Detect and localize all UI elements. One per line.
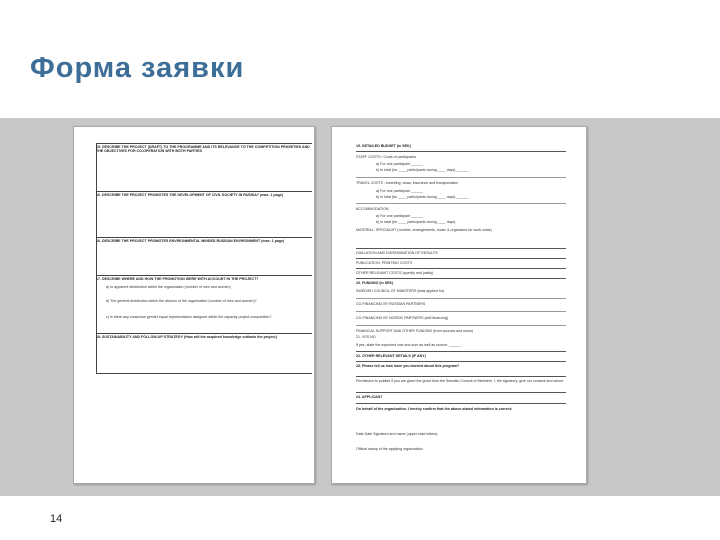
form-section-17: [96, 275, 312, 281]
section-heading: 18. SUSTAINABILITY AND FOLLOW-UP STRATEGY (How will the acquired knowledge outlasts the project): [96, 335, 277, 339]
slide-page-number: 14: [50, 513, 63, 525]
form-line: [356, 248, 566, 249]
form-row: 22. OTHER RELEVANT DETAILS (IF ANY): [356, 354, 426, 358]
form-row: OTHER RELEVANT COSTS (specify and justify): [356, 271, 434, 275]
form-row: b) In total (for ____ participants during ____ days) ______: [376, 168, 469, 172]
form-row: Date Date Signature and name (upper case letters): [356, 432, 438, 436]
form-line: [356, 268, 566, 269]
form-line: [356, 177, 566, 178]
form-row: ACCOMMODATION: [356, 207, 389, 211]
section-heading: 16. DESCRIBE THE PROJECT PROMOTES THE DEVELOPMENT OF CIVIL SOCIETY IN RUSSIA? (max. 1 page): [96, 193, 283, 197]
form-row: MATERIAL, SPECIALIST (number, arrangements, music & organisers for work costs): [356, 228, 492, 232]
form-line: [356, 311, 566, 312]
form-row: 20. FUNDING (in SEK): [356, 281, 394, 285]
form-row: TRAVEL COSTS - travelling, visas, insurance and transportation: [356, 181, 459, 185]
form-page-left: [73, 126, 315, 484]
form-section-end-line: [96, 373, 312, 374]
form-row: CO-FINANCING BY NORDIC PARTNERS (self-financing): [356, 316, 449, 320]
form-line: [356, 325, 566, 326]
form-line: [356, 376, 566, 377]
form-row: 24. APPLICANT: [356, 395, 383, 399]
section-heading: 15. DESCRIBE THE PROJECT (DRAFT) TO THE PROGRAMME AND ITS RELEVANCE TO THE COMPETITION PRIORITIES AND THE OBJECTIVES FOR CO-OPERATION WITH BOTH PARTIES: [96, 145, 310, 154]
form-row: 23. Please tell us how have you learned about this program?: [356, 364, 460, 368]
slide-title: Форма заявки: [30, 52, 245, 84]
form-row: DIALLATION AND DISSEMINATION OF RESULTS: [356, 251, 438, 255]
form-row: a) For one participant ______: [376, 162, 424, 166]
form-row: b) In total (for ____ participants during ____ days): [376, 220, 456, 224]
form-row: 21. YES NO: [356, 335, 376, 339]
form-row: a) For one participant ______: [376, 214, 424, 218]
form-option-a: a) to apparent distribution within the organisation (number of men and women): [106, 285, 231, 289]
form-line: [356, 392, 566, 393]
form-line: [356, 298, 566, 299]
form-page-right: [331, 126, 587, 484]
section-heading: 16. DESCRIBE THE PROJECT PROMOTES ENVIRONMENTAL MINDED RUSSIAN ENVIRONMENT (max. 1 page): [96, 239, 285, 243]
form-row: On behalf of the organisation, I hereby confirm that the above-stated information is correct:: [356, 407, 513, 411]
section-heading: 17. DESCRIBE WHERE AND HOW THE PROMOTION WERE WITH ACCOUNT IN THE PROJECT?: [96, 277, 259, 281]
form-line: [356, 203, 566, 204]
form-section-15: [96, 143, 312, 154]
form-line: [356, 351, 566, 352]
form-row: CO-FINANCING BY RUSSIAN PARTNERS: [356, 302, 426, 306]
form-row: FINANCIAL SUPPORT AND OTHER FUNDING (from sources and sums): [356, 329, 473, 333]
form-row: Official stamp of the applying organisation: [356, 447, 423, 451]
form-row: If yes, state the expected cost and sum as well as source: ______: [356, 343, 461, 347]
form-line: [356, 403, 566, 404]
form-option-b: b) The general distribution within the division of the organisation (number of men and women)?: [106, 299, 257, 303]
form-row: a) For one participant ______: [376, 189, 424, 193]
form-line: [356, 258, 566, 259]
form-row: Permission to publish if you are given the grant from the Swedish Council of Ministers. I, the signatory, give our consent and whom:: [356, 379, 565, 383]
form-section-18: [96, 333, 312, 339]
form-line: [356, 361, 566, 362]
form-row: PUBLICATION, PRINTING COSTS: [356, 261, 413, 265]
form-row: b) In total (for ____ participants during ____ days) ______: [376, 195, 469, 199]
form-section-16b: [96, 237, 312, 243]
form-row: SWEDISH COUNCIL OF MINISTERS (total applied for): [356, 289, 445, 293]
form-line: [356, 151, 566, 152]
form-line: [356, 278, 566, 279]
form-row: 19. DETAILED BUDGET (in SEK): [356, 144, 411, 148]
form-row: STAFF COSTS / Costs of participants: [356, 155, 417, 159]
form-option-c: c) Is there any conscious gender equal representation assigned within the capacity project composition?: [106, 315, 272, 319]
form-section-16a: [96, 191, 312, 197]
